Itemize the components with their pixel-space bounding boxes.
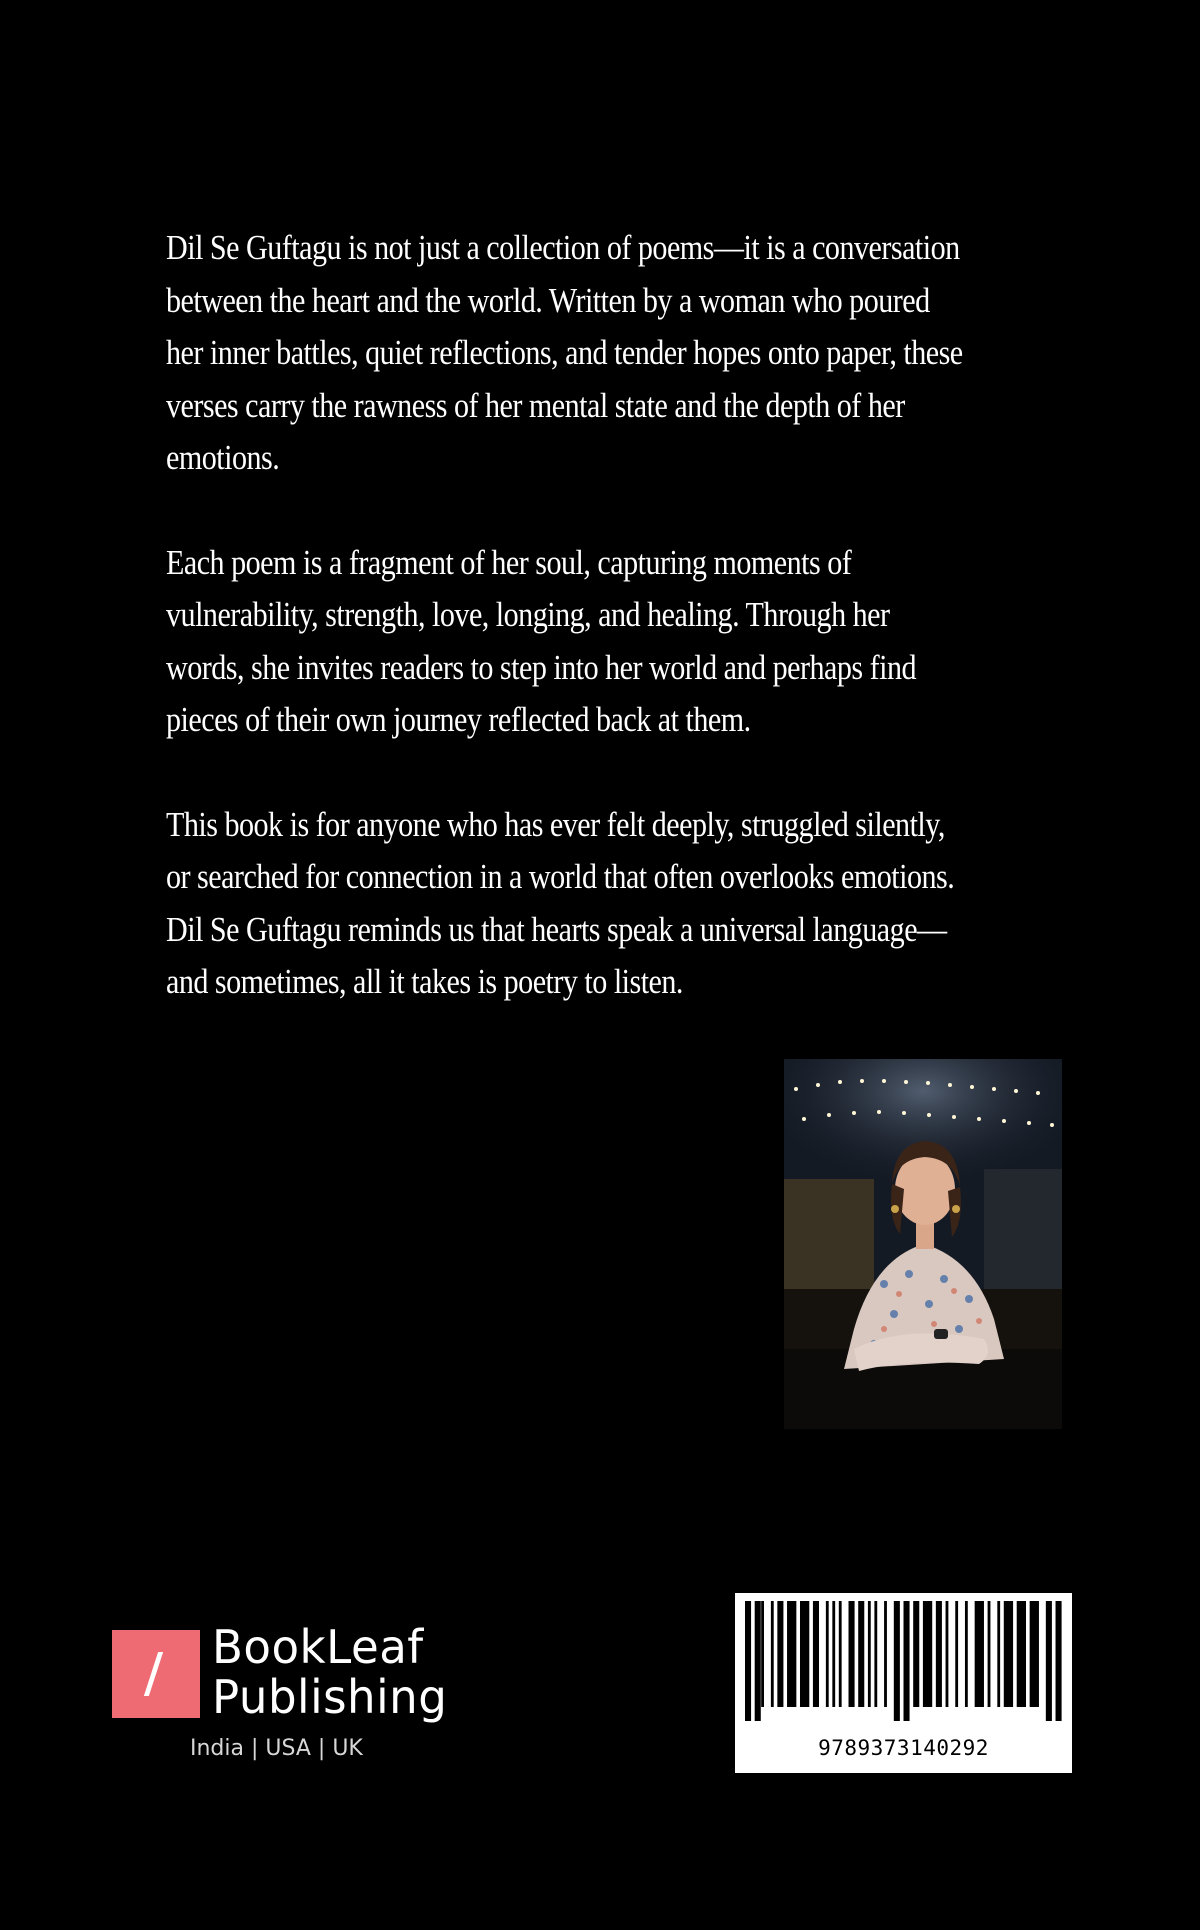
barcode-bar	[1017, 1601, 1026, 1707]
barcode-bar	[884, 1601, 887, 1707]
blurb-paragraph: Dil Se Guftagu is not just a collection of poems—it is a conversation between the heart and the world. Written by a woman who poured her inner battles, quiet reflections, and tender hopes onto paper, these verses carry the rawness of her mental state and the depth of her emotions.	[166, 228, 963, 477]
author-photo	[784, 1059, 1062, 1429]
barcode-bar	[849, 1601, 855, 1707]
publisher-logo-mark	[112, 1630, 200, 1718]
publisher-name-line1: BookLeaf	[212, 1620, 424, 1674]
back-cover-blurb	[166, 222, 966, 1009]
barcode-bar	[1046, 1601, 1052, 1721]
barcode-bar	[832, 1601, 835, 1707]
blurb-paragraph: Each poem is a fragment of her soul, capturing moments of vulnerability, strength, love, longing, and healing. Through her words, she invites readers to step into her world and perhaps find pieces of their own journey reflected back at them.	[166, 542, 917, 739]
barcode-bar	[755, 1601, 761, 1721]
isbn-barcode	[735, 1593, 1072, 1773]
blurb-paragraph: This book is for anyone who has ever felt deeply, struggled silently, or searched for connection in a world that often overlooks emotions. Dil Se Guftagu reminds us that hearts speak a universal language—and sometimes, all it takes is poetry to listen.	[166, 804, 955, 1001]
barcode-bar	[745, 1601, 751, 1721]
barcode-bar	[894, 1601, 900, 1721]
isbn-number: 9789373140292	[818, 1736, 989, 1760]
slash-icon	[144, 1652, 163, 1696]
barcode-bar	[955, 1601, 958, 1707]
barcode-bar	[858, 1601, 864, 1707]
barcode-bar	[988, 1601, 991, 1707]
barcode-bar	[904, 1601, 910, 1721]
barcode-bar	[913, 1601, 919, 1707]
barcode-bar	[975, 1601, 984, 1707]
barcode-bar	[936, 1601, 942, 1707]
barcode-bar	[839, 1601, 842, 1707]
barcode-bar	[761, 1601, 764, 1707]
barcode-bar	[946, 1601, 949, 1707]
barcode-bar	[826, 1601, 829, 1707]
barcode-bar	[923, 1601, 932, 1707]
publisher-regions: India | USA | UK	[190, 1736, 363, 1761]
publisher-logo	[112, 1620, 452, 1770]
barcode-bar	[868, 1601, 871, 1707]
barcode-bar	[771, 1601, 774, 1707]
barcode-bar	[787, 1601, 796, 1707]
barcode-bars	[735, 1593, 1072, 1733]
publisher-name-line2: Publishing	[212, 1670, 448, 1724]
barcode-bar	[1056, 1601, 1062, 1721]
barcode-bar	[874, 1601, 877, 1707]
barcode-bar	[1030, 1601, 1039, 1707]
barcode-bar	[800, 1601, 809, 1707]
author-portrait-icon	[784, 1059, 1062, 1429]
barcode-bar	[997, 1601, 1000, 1707]
barcode-bar	[1004, 1601, 1013, 1707]
barcode-bar	[965, 1601, 968, 1707]
barcode-bar	[777, 1601, 783, 1707]
barcode-bar	[813, 1601, 819, 1707]
